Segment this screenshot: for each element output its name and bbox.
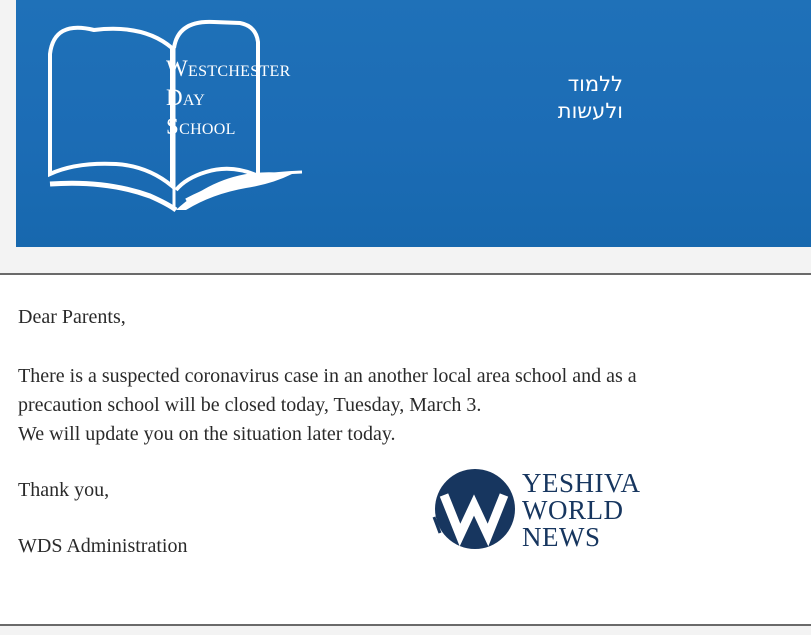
body-line-3: We will update you on the situation later today. xyxy=(18,423,396,445)
divider-bottom xyxy=(0,624,811,626)
watermark-line1: YESHIVA xyxy=(522,468,641,498)
school-name-line3: School xyxy=(166,114,236,139)
watermark-line3: NEWS xyxy=(522,522,601,552)
school-header-banner xyxy=(16,0,811,247)
body-line-1: There is a suspected coronavirus case in an another local area school and as a xyxy=(18,365,637,387)
hebrew-motto-line1: ללמוד xyxy=(567,72,623,96)
closing: Thank you, xyxy=(18,479,110,501)
signature: WDS Administration xyxy=(18,535,188,557)
school-name-line2: Day xyxy=(166,85,206,110)
watermark-line2: WORLD xyxy=(522,495,624,525)
greeting: Dear Parents, xyxy=(18,306,126,328)
hebrew-motto-line2: ולעשות xyxy=(557,99,623,123)
school-name-line1: Westchester xyxy=(166,56,291,81)
body-line-2: precaution school will be closed today, Tuesday, March 3. xyxy=(18,394,482,416)
